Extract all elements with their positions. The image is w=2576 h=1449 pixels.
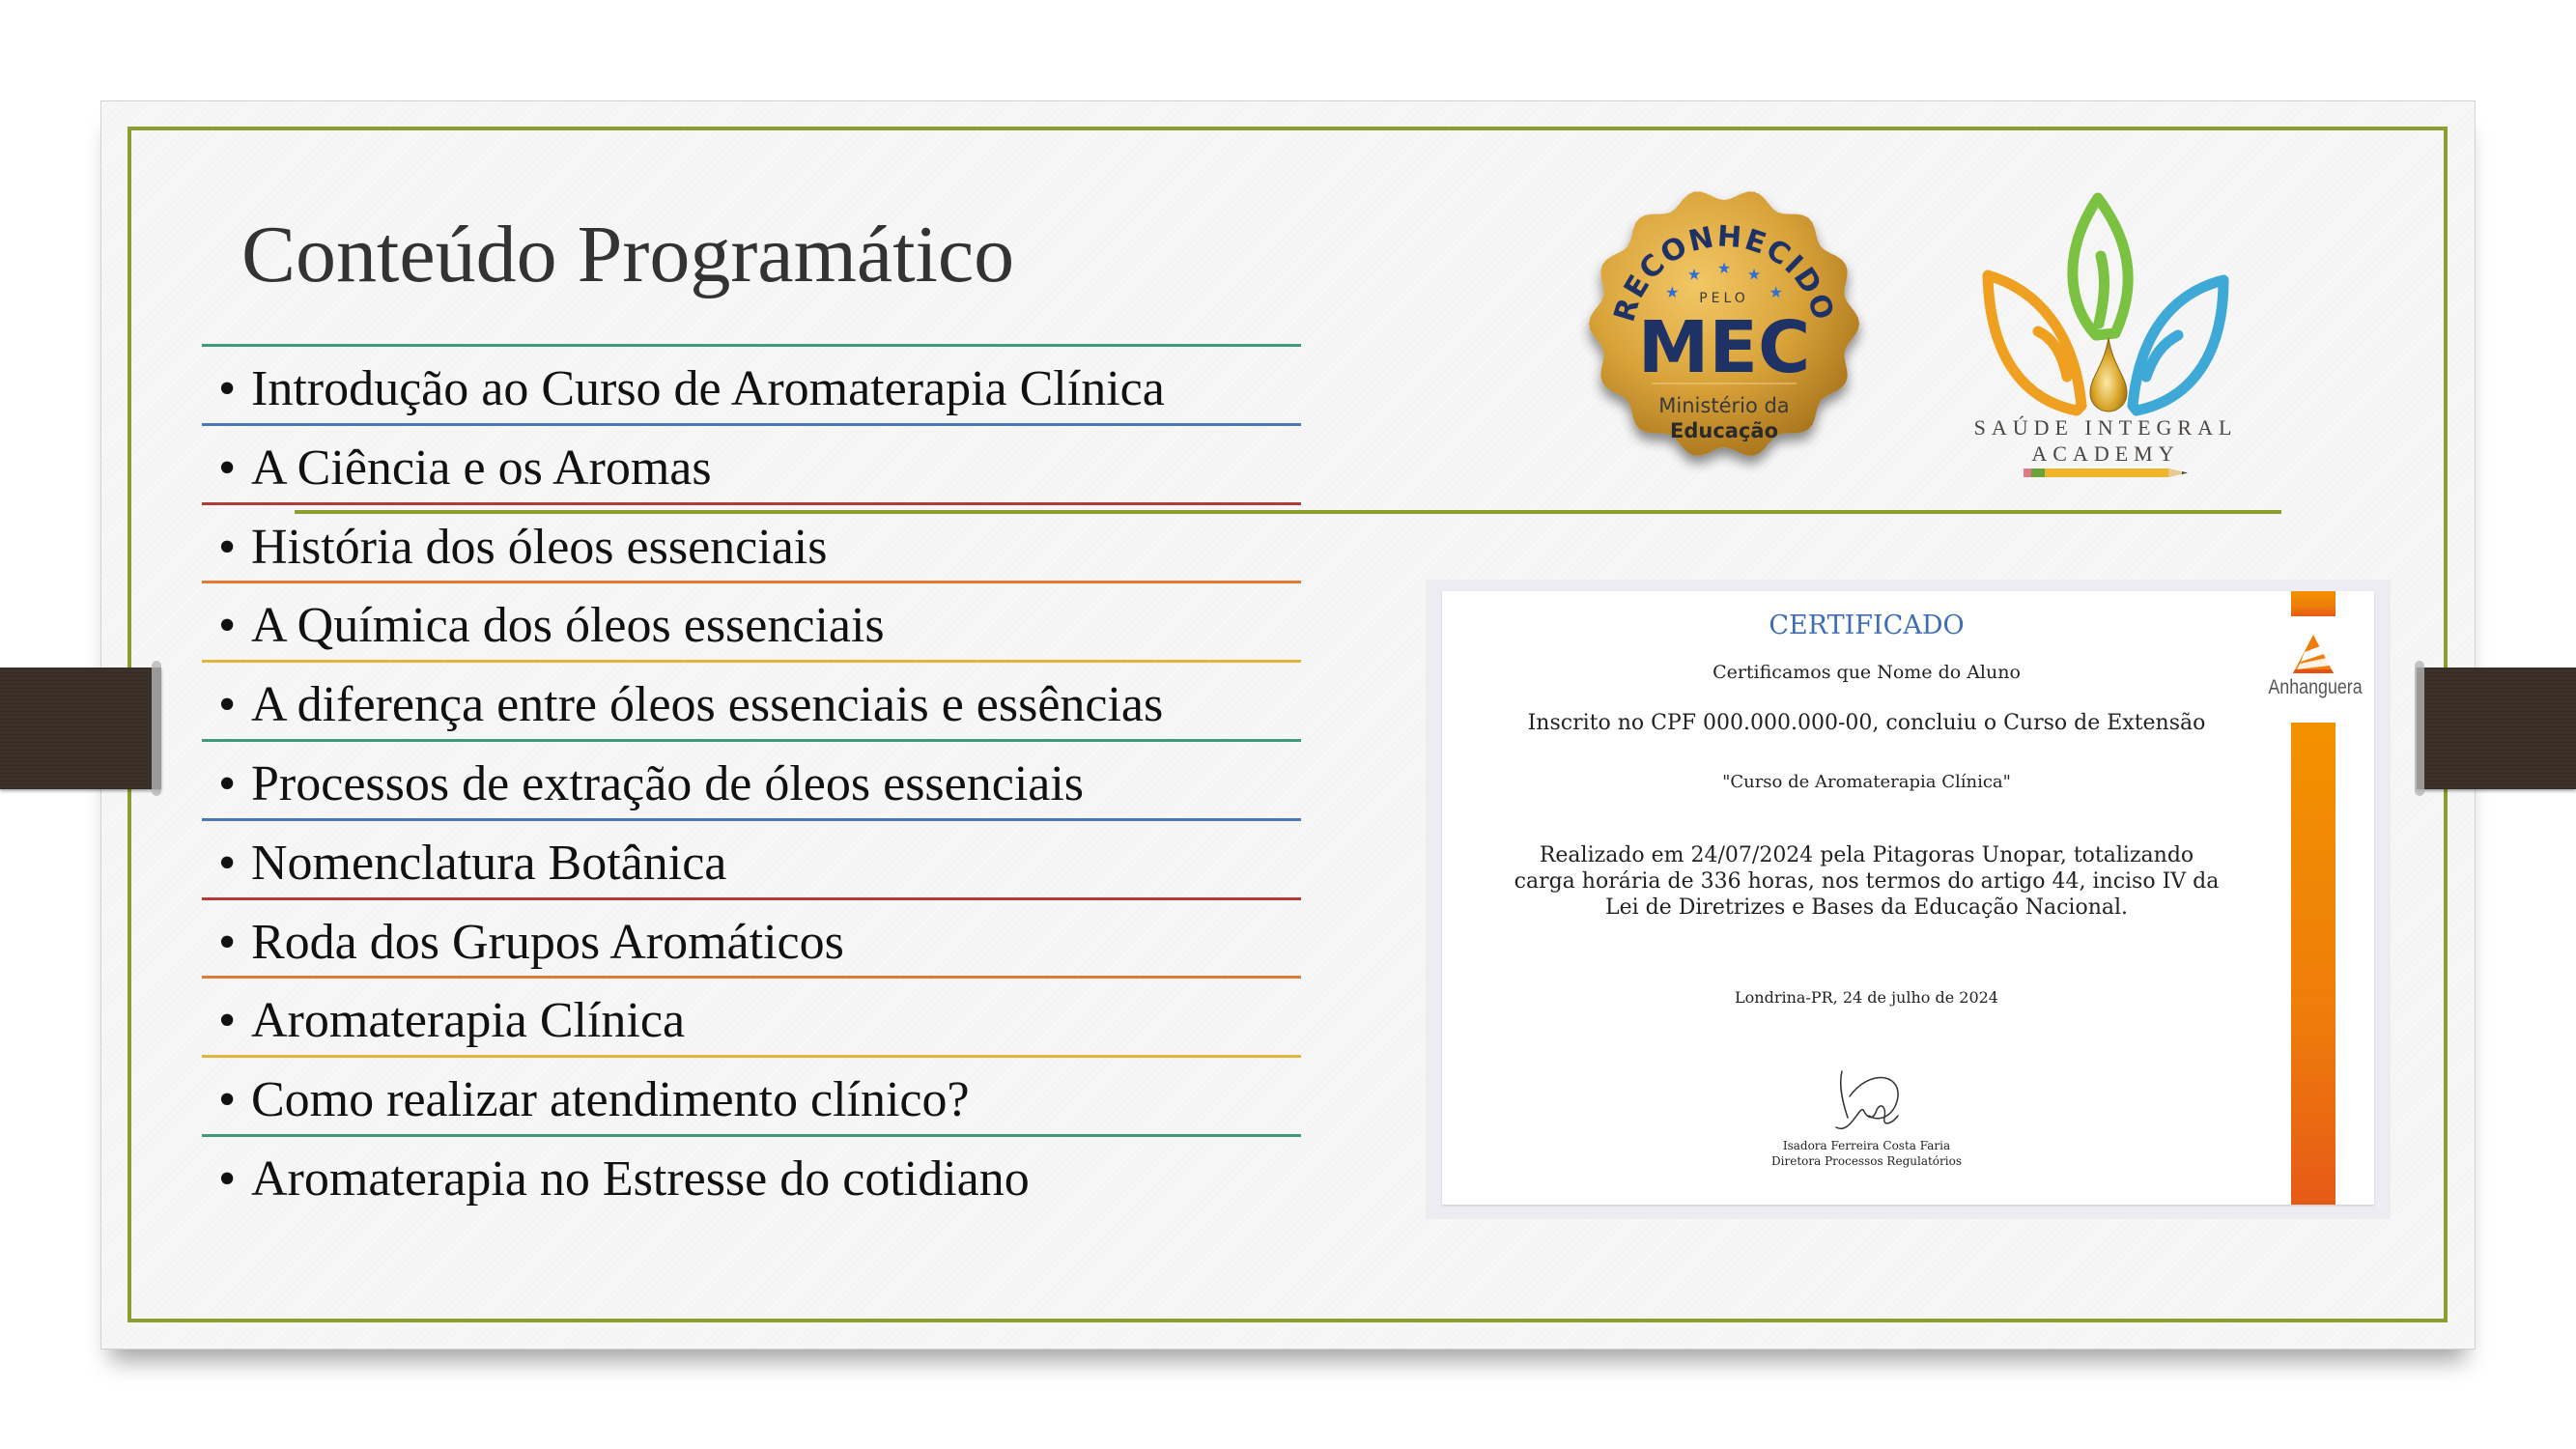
page-title: Conteúdo Programático <box>241 210 1015 299</box>
topic-label: A Ciência e os Aromas <box>251 440 712 496</box>
topic-list-item <box>218 756 1085 811</box>
right-tab-clip <box>2415 661 2424 796</box>
bullet-icon: • <box>218 1072 237 1127</box>
topic-label: Nomenclatura Botânica <box>251 836 727 891</box>
bullet-icon: • <box>218 915 237 970</box>
academy-name-line1: SAÚDE INTEGRAL <box>1973 415 2238 440</box>
star-icon: ★ <box>1686 267 1702 284</box>
certificate-body-line: Lei de Diretrizes e Bases da Educação Nacional. <box>1604 895 2129 920</box>
topic-label: Como realizar atendimento clínico? <box>251 1072 970 1127</box>
bullet-icon: • <box>218 361 237 416</box>
certificate-heading: CERTIFICADO <box>1769 611 1965 640</box>
topic-divider <box>202 344 1301 347</box>
certificate-orange-stripe <box>2291 723 2335 1205</box>
topic-label: Aromaterapia Clínica <box>251 993 686 1048</box>
bullet-icon: • <box>218 993 237 1048</box>
topic-divider <box>202 897 1301 900</box>
badge-mec-text: MEC <box>1637 306 1811 389</box>
topic-divider <box>202 581 1301 583</box>
topic-list-item <box>218 677 1164 732</box>
bullet-icon: • <box>218 598 237 653</box>
bullet-icon: • <box>218 836 237 891</box>
topic-list-item <box>218 993 686 1048</box>
topic-divider <box>202 502 1301 505</box>
signature-image <box>1830 1067 1908 1137</box>
badge-ministerio-text: Ministério da <box>1658 394 1790 417</box>
left-tab-clip <box>152 661 161 796</box>
left-binder-tab <box>0 668 161 789</box>
topic-divider <box>202 739 1301 742</box>
certificate-course-name: "Curso de Aromaterapia Clínica" <box>1722 772 2011 792</box>
certificate-cpf-line: Inscrito no CPF 000.000.000-00, concluiu o Curso de Extensão <box>1527 711 2206 735</box>
certificate-body-line: Realizado em 24/07/2024 pela Pitagoras Unopar, totalizando <box>1539 843 2194 867</box>
anhanguera-brand-text: Anhanguera <box>2268 676 2363 698</box>
topic-list-item <box>218 440 712 496</box>
pencil-icon <box>2024 469 2188 477</box>
topic-list-item <box>218 1072 970 1127</box>
star-icon: ★ <box>1716 261 1732 277</box>
topic-label: Aromaterapia no Estresse do cotidiano <box>251 1151 1030 1207</box>
topic-divider <box>202 1055 1301 1058</box>
topic-label: Roda dos Grupos Aromáticos <box>251 915 844 970</box>
blue-leaf-icon <box>2133 280 2223 411</box>
topic-divider <box>202 976 1301 979</box>
topic-label: A Química dos óleos essenciais <box>251 598 885 653</box>
topic-list-item <box>218 838 726 889</box>
topic-list-item <box>218 361 1165 416</box>
topic-label: A diferença entre óleos essenciais e essências <box>251 677 1164 732</box>
certificate-orange-stripe-top <box>2291 591 2335 616</box>
academy-name-line2: ACADEMY <box>2031 441 2180 466</box>
header-divider <box>295 510 2281 514</box>
badge-top-text: RECONHECIDO <box>1607 219 1841 327</box>
bullet-icon: • <box>218 520 237 575</box>
certificate-signer-role: Diretora Processos Regulatórios <box>1771 1154 1962 1168</box>
mec-recognition-badge <box>1574 179 1874 483</box>
bullet-icon: • <box>218 1151 237 1207</box>
certificate-body-line: carga horária de 336 horas, nos termos do artigo 44, inciso IV da <box>1514 869 2220 894</box>
certificate-student-line: Certificamos que Nome do Aluno <box>1713 662 2021 683</box>
bullet-icon: • <box>218 756 237 811</box>
star-icon: ★ <box>1665 285 1680 301</box>
topic-list-item <box>218 1151 1030 1207</box>
badge-pelo-text: PELO <box>1699 291 1749 306</box>
badge-educacao-text: Educação <box>1670 419 1778 442</box>
topic-label: Introdução ao Curso de Aromaterapia Clínica <box>251 361 1165 416</box>
star-icon: ★ <box>1746 267 1762 284</box>
topic-label: História dos óleos essenciais <box>251 520 828 575</box>
star-icon: ★ <box>1769 285 1783 301</box>
topic-list-item <box>218 520 828 575</box>
bullet-icon: • <box>218 440 237 496</box>
topic-divider <box>202 660 1301 663</box>
topic-label: Processos de extração de óleos essenciais <box>251 756 1085 811</box>
topic-divider <box>202 1134 1301 1137</box>
topic-list-item <box>218 915 844 970</box>
orange-leaf-icon <box>1988 275 2081 411</box>
oil-drop-icon <box>2090 338 2127 412</box>
certificate-signer-name: Isadora Ferreira Costa Faria <box>1782 1139 1951 1152</box>
topic-list-item <box>218 598 885 653</box>
green-leaf-icon <box>2073 198 2128 335</box>
right-binder-tab <box>2417 668 2576 789</box>
bullet-icon: • <box>218 677 237 732</box>
topic-divider <box>202 818 1301 821</box>
anhanguera-logo-icon <box>2291 633 2335 676</box>
certificate-place-date: Londrina-PR, 24 de julho de 2024 <box>1735 988 1998 1007</box>
topic-divider <box>202 423 1301 426</box>
